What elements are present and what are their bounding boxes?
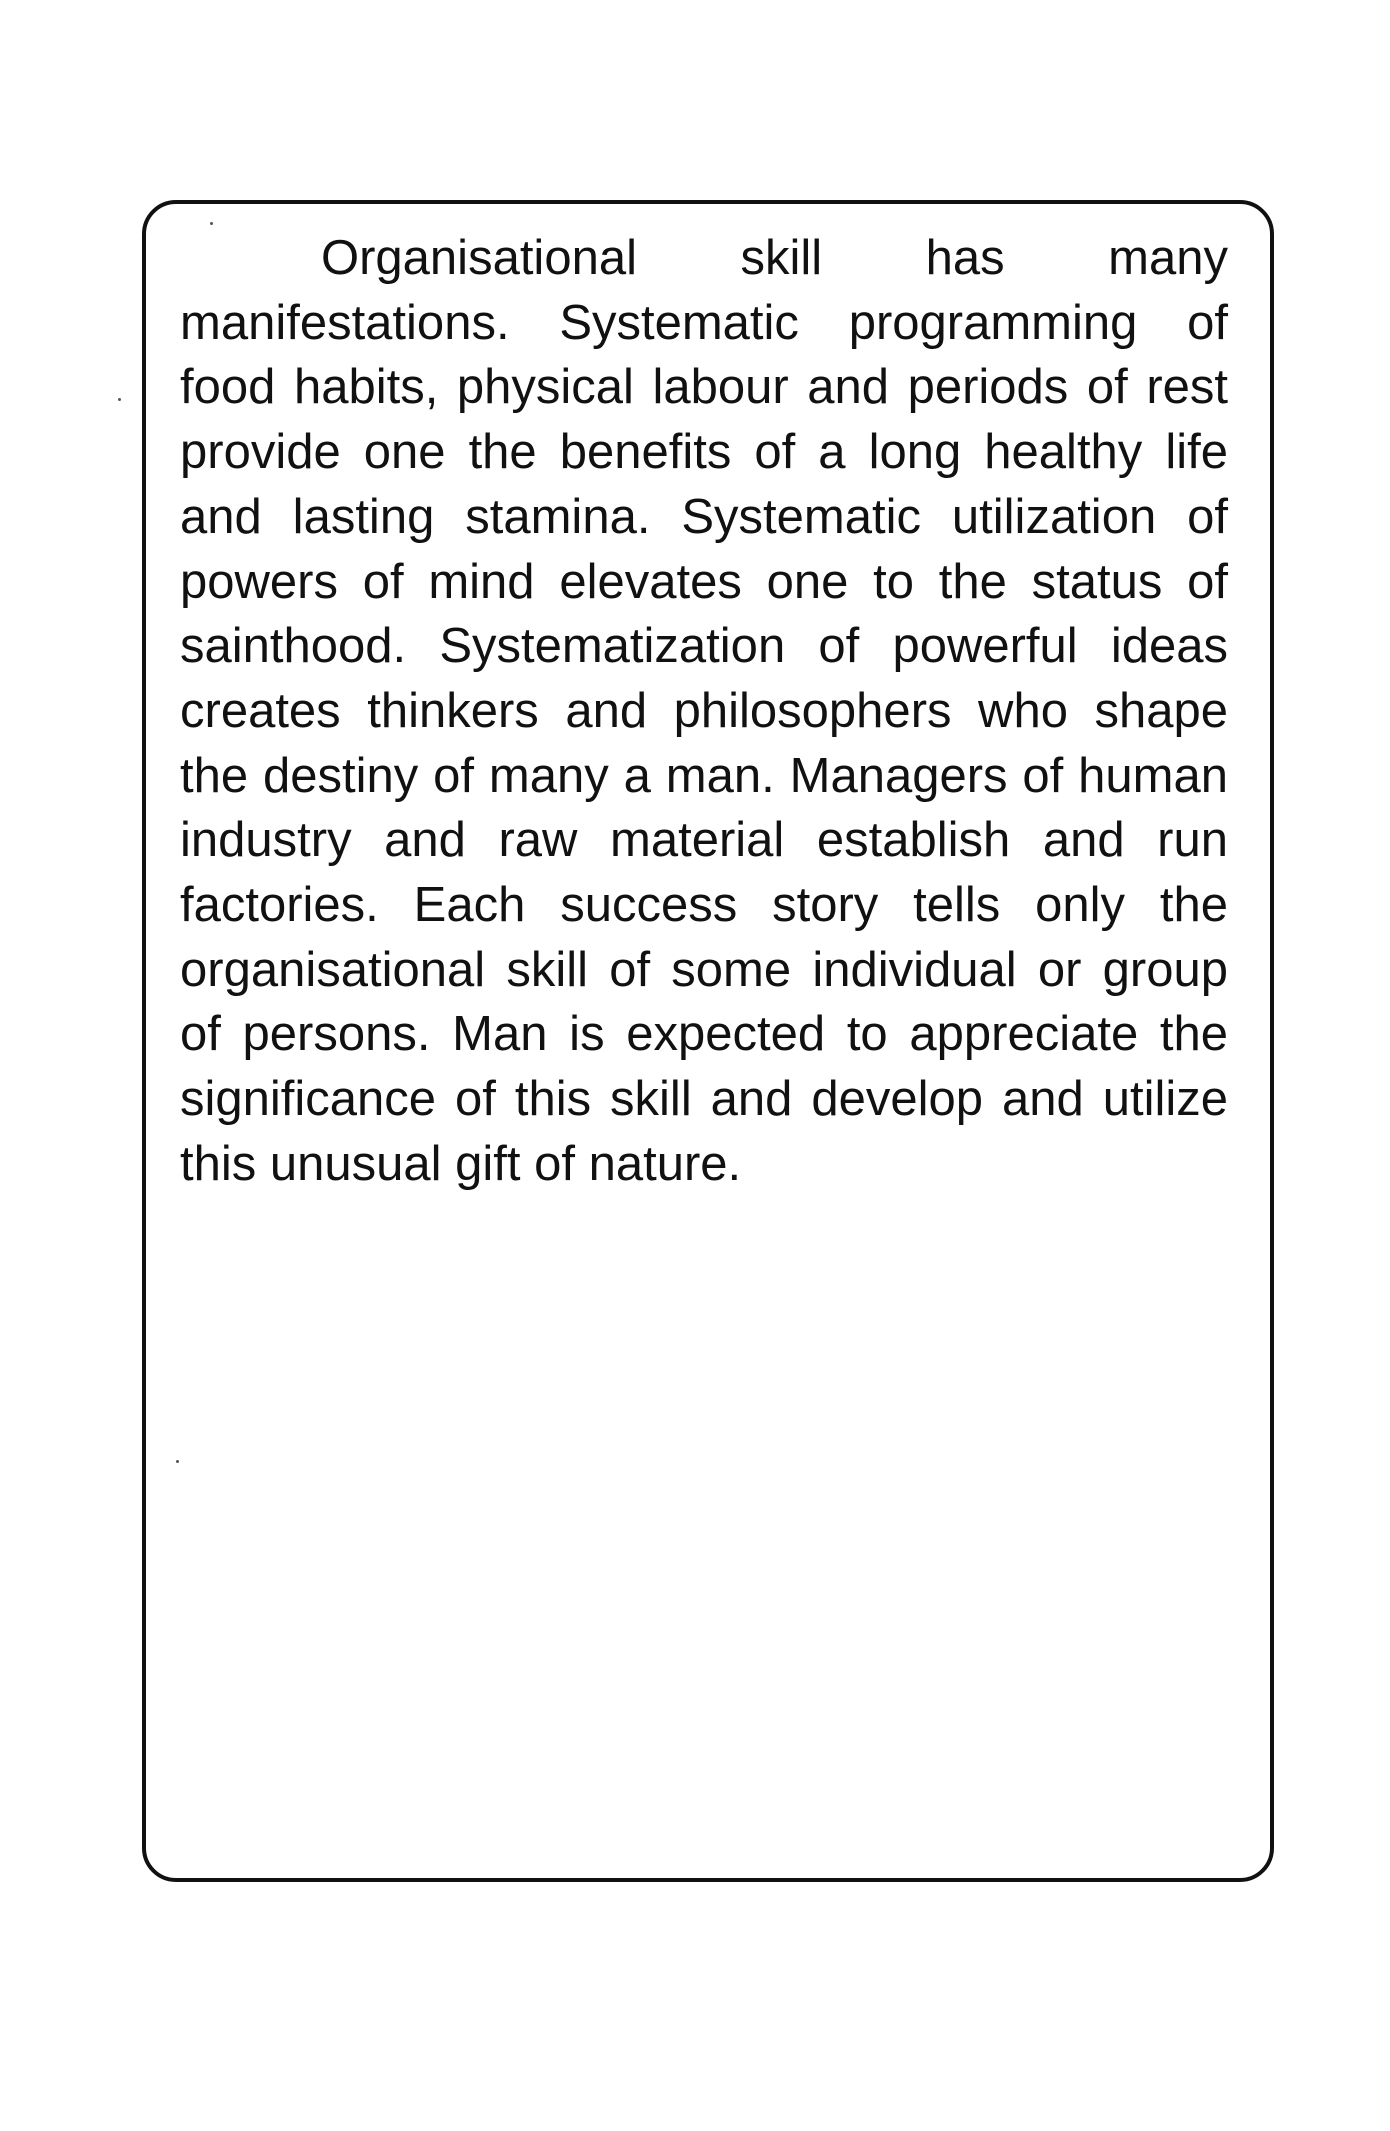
scan-speck: [176, 1460, 179, 1463]
scan-speck: [118, 398, 121, 401]
body-paragraph: Organisational skill has many manifestations. Systematic programming of food habits, physical labour and periods of rest provide one the benefits of a long healthy life and lasting stamina. Systematic utilization of powers of mind elevates one to the status of sainthood. Systematization of powerful ideas creates thinkers and philosophers who shape the destiny of many a man. Managers of human industry and raw material establish and run factories. Each success story tells only the organisational skill of some individual or group of persons. Man is expected to appreciate the significance of this skill and develop and utilize this unusual gift of nature.: [180, 231, 1228, 1191]
scan-speck: [210, 222, 213, 225]
